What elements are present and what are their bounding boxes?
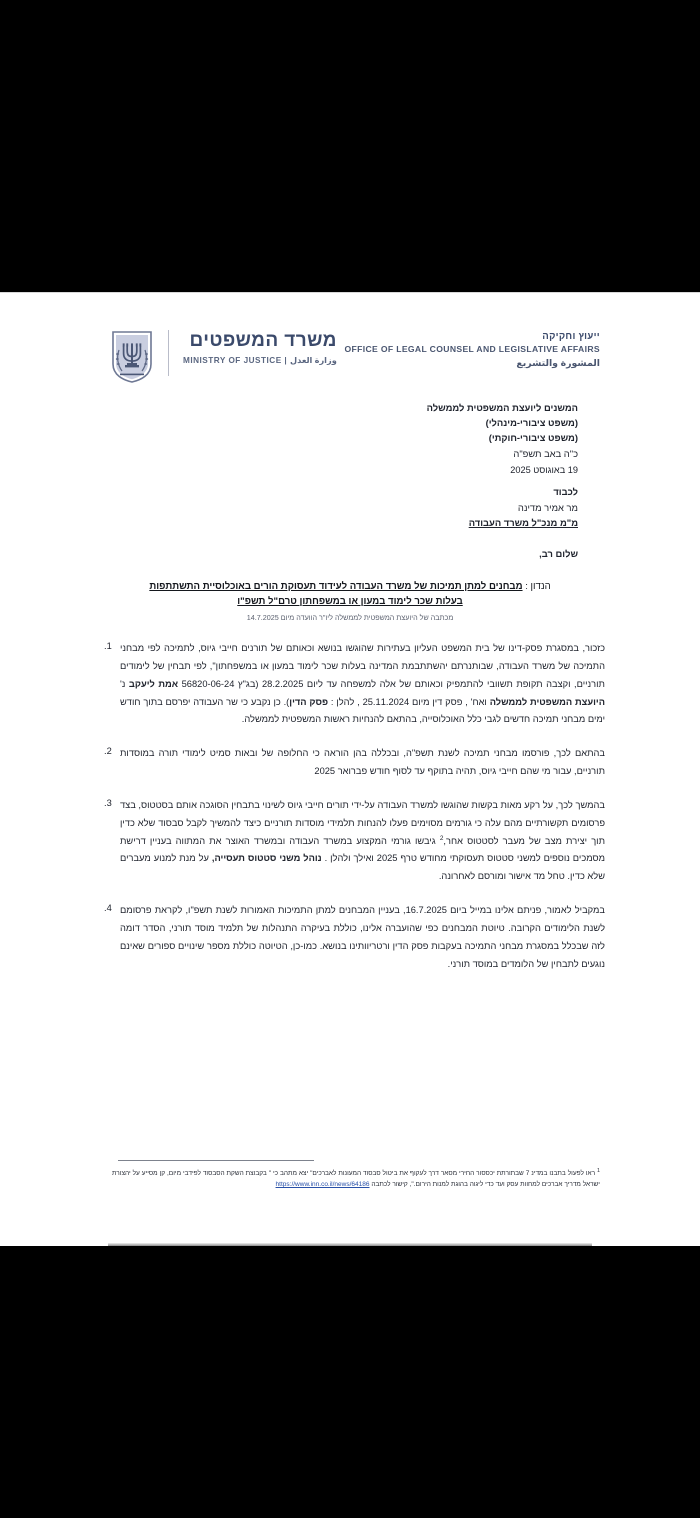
sender-block [427, 400, 578, 478]
text-run: גיבשו גורמי המקצוע במשרד העבודה ובמשרד האוצר את המתווה בעניין דרישת מסמכים נוספים למשני סטטוס תעסוקתי מחודש טרף 2025 ואילך ולהלן . [120, 835, 605, 864]
emphasis-text: נוהל משני סטטוס תעסייה, [211, 853, 322, 864]
footnote-marker: 1 [597, 1167, 600, 1174]
footnote-block [112, 1168, 600, 1190]
paragraph-number: 2. [104, 746, 112, 757]
document-page [0, 292, 700, 1246]
paragraph-text [120, 640, 605, 729]
department-name-ar: المشورة والتشريع [516, 357, 600, 369]
emphasis-text: היועצת המשפטית לממשלה [489, 696, 605, 707]
text-run: בהתאם לכך, פורסמו מבחני תמיכה לשנת תשפ"ה, ובכללה בהן הוראה כי החלופה של ובאות סמיט לימודי תורה במוסדות תורניים, עבור מי שהם חייבי גיוס, תהיה בתוקף עד לסוף חודש פברואר 2025 [120, 748, 605, 777]
addressee-salutation: לכבוד [553, 486, 578, 497]
emphasis-text: אמת ליעקב [128, 678, 179, 689]
ministry-name-en-ar: MINISTRY OF JUSTICE | وزارة العدل [183, 356, 337, 366]
text-run: נ' [120, 678, 129, 689]
paragraph [100, 745, 605, 781]
letter-body [100, 640, 605, 990]
text-run: 16.7.2025 [405, 905, 447, 916]
paragraph [100, 640, 605, 729]
sender-line-1: המשנים ליועצת המשפטית לממשלה [426, 402, 578, 413]
text-run: כזכור, במסגרת פסק-דינו של בית המשפט העליון בעתירות שהוגשו בנושא וכאותם של תורנים חייבי גיוס, לתמיכה לפי מבחני התמיכה של משרד העבודה, שבותנרתם יהשתתבמת המדינה בעלות שכר לימוד במעון או במשפחתון", לפי תבחין של לימודים תורניים, וקצבה תקופת תשוובי להתמפיק וכאותם של אלה למשפחה עד ליום [120, 643, 605, 689]
addressee-name: מר אמיר מדינה [517, 501, 578, 513]
letterhead [100, 330, 600, 384]
department-name-he: ייעוץ וחקיקה [542, 331, 600, 342]
israel-state-emblem-menorah-icon [110, 330, 154, 384]
emphasis-text: פסק הדין [289, 696, 329, 707]
paragraph-text [120, 797, 605, 886]
footnote-link[interactable]: https://www.inn.co.il/news/64186 [275, 1181, 370, 1189]
subject-text-line-1: מבחנים למתן תמיכות של משרד העבודה לעידוד תעסוקת הורים באוכלוסיית התשתתפות [149, 581, 523, 592]
addressee-title: מ"מ מנכ"ל משרד העבודה [468, 517, 578, 529]
subject-row-2 [100, 595, 600, 610]
paragraph [100, 797, 605, 886]
subject-text-line-2: בעלות שכר לימוד במעון או במשפחתון טרם"ל תשפ"ו [237, 595, 463, 607]
ministry-brand [168, 330, 337, 376]
department-brand [337, 330, 600, 370]
paragraph-number: 4. [104, 903, 112, 914]
text-run: על מנת למנוע מעברים שלא כדין. טחל מד אישור ומורסם לאחרונה. [120, 853, 605, 882]
text-run: במקביל לאמור, פניתם אלינו במייל ביום [446, 905, 605, 916]
text-run: בהמשך לכך, על רקע מאות בקשות שהוגשו למשרד העבודה על-ידי תורים חייבי גיוס לשינוי בתבחין הסוגכה אותם בסטטוס, בצד פרסומים תקשורתיים מהם עלה כי גורמים מסוימים פעלו להנחות תלמידי מוסדות תורניים כיצד להמשיך לקבל סבסוד שלא כדין תוך יצירת מצב של מעבר לסטטוס אחר, [120, 799, 605, 846]
gregorian-date: 19 באוגוסט 2025 [510, 464, 578, 475]
paragraph-text [120, 745, 605, 781]
subject-row-1 [100, 580, 600, 595]
subject-label: הנדון : [525, 581, 551, 592]
text-run: ). כן נקבע כי שר העבודה יפרסם בתוך חודש ימים מבחני תמיכה חדשים לגבי כלל האוכלוסייה, בהתאם להנחיות ראשות המשפטית לממשלה. [120, 696, 605, 725]
text-run: 28.2.2025 [262, 678, 304, 689]
text-run: , בעניין המבחנים למתן התמיכות האמורות לשנת תשפ"ו, לקראת פרסומם לשנת הלימודים הקרובה. טיוטת המבחנים כפי שהועברה אלינו, כוללת בעיקרה התנהלות של תלמיד מוסד תורני, הסדר דומה לזה שבכלל במסגרת מבחני התמיכה בעקבות פסק הדין ורטריוותינו בנושא. כמו-כן, הטיוטה כוללת מספר שינויים ספורים שאינם נוגעים לתבחין של הלומדים במוסד תורני. [120, 905, 605, 969]
letterbox-top [0, 0, 700, 292]
paragraph-text [120, 902, 605, 973]
paragraph-number: 3. [104, 797, 112, 808]
subject-block [100, 580, 600, 623]
footnote-separator [118, 1160, 314, 1161]
footnote-text: ראו לפעול בתבנו במדינ 7 שבתורתת יכססור החירי מסאר דרך לעקוף את ביטול סבסוד המעונות לאברכים" יצא מתהב כי " בקבוצת השקת הסבסוד לפידבי מיום, קן מסייע על יהצורת ישראל מדריך אברכים למחוות עסק ועד כדי ליגוה בהוגת למנות הירום.", קישור לכתבה [112, 1170, 600, 1189]
addressee-block [469, 484, 578, 531]
hebrew-date: כ"ה באב תשפ"ה [513, 447, 578, 459]
ministry-name-he: משרד המשפטים [189, 330, 337, 351]
paragraph [100, 902, 605, 973]
text-run: ואח' , פסק דין מיום 25.11.2024 , להלן : [328, 696, 490, 707]
paragraph-number: 1. [104, 641, 112, 651]
subject-reference-note: מכתבה של היועצת המשפטית לממשלה ליו"ר הוועדה מיום 14.7.2025 [246, 612, 454, 622]
sender-line-3: (משפט ציבורי-חוקתי) [488, 432, 578, 444]
footnote-reference: 2 [439, 834, 444, 842]
letterbox-bottom [0, 1246, 700, 1518]
greeting-line: שלום רב, [539, 548, 578, 559]
text-run: (בג"ץ 56820-06-24 [178, 678, 262, 689]
sender-line-2: (משפט ציבורי-מינהלי) [485, 417, 578, 429]
department-name-en: OFFICE OF LEGAL COUNSEL AND LEGISLATIVE AFFAIRS [344, 344, 600, 355]
